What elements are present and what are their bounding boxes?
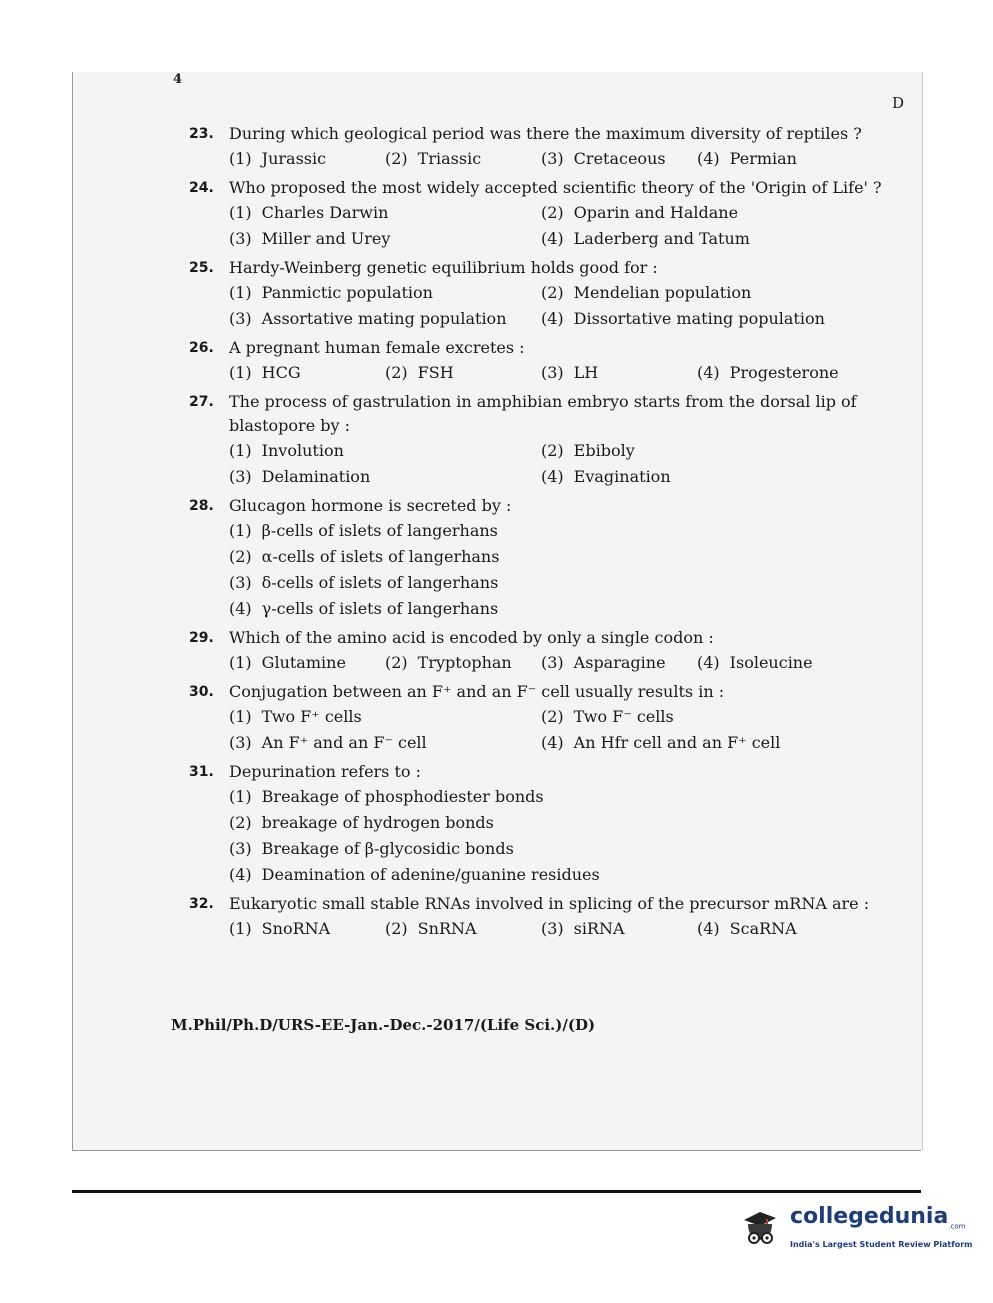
exam-page: [72, 72, 923, 1150]
question-text: Eukaryotic small stable RNAs involved in splicing of the precursor mRNA are :: [229, 894, 870, 913]
option: (3) Miller and Urey: [229, 229, 391, 248]
option: (4) Progesterone: [697, 363, 839, 382]
option: (1) Panmictic population: [229, 283, 433, 302]
option: (2) α-cells of islets of langerhans: [229, 547, 500, 566]
option: (2) breakage of hydrogen bonds: [229, 813, 494, 832]
question-text: Depurination refers to :: [229, 762, 422, 781]
option: (1) Involution: [229, 441, 344, 460]
page-bottom-line: [72, 1150, 921, 1151]
option: (1) Breakage of phosphodiester bonds: [229, 787, 544, 806]
question-text: The process of gastrulation in amphibian embryo starts from the dorsal lip of blastopore by :: [229, 392, 857, 435]
option: (3) Breakage of β-glycosidic bonds: [229, 839, 514, 858]
question-32: [189, 892, 889, 942]
paper-code-footer: M.Phil/Ph.D/URS-EE-Jan.-Dec.-2017/(Life Sci.)/(D): [171, 1016, 596, 1034]
option: (4) Evagination: [541, 467, 671, 486]
question-29: [189, 626, 889, 676]
option: (3) δ-cells of islets of langerhans: [229, 573, 499, 592]
option: (3) Asparagine: [541, 653, 666, 672]
question-text: Hardy-Weinberg genetic equilibrium holds good for :: [229, 258, 658, 277]
option: (2) FSH: [385, 363, 454, 382]
option: (4) Laderberg and Tatum: [541, 229, 750, 248]
option: (1) Glutamine: [229, 653, 346, 672]
question-list: [189, 122, 889, 946]
question-number: 26.: [189, 340, 214, 356]
question-text: Conjugation between an F⁺ and an F⁻ cell usually results in :: [229, 682, 725, 701]
option: (3) LH: [541, 363, 599, 382]
question-number: 28.: [189, 498, 214, 514]
option: (4) Isoleucine: [697, 653, 813, 672]
question-24: [189, 176, 889, 252]
option: (4) ScaRNA: [697, 919, 797, 938]
option: (3) siRNA: [541, 919, 625, 938]
option: (3) Cretaceous: [541, 149, 666, 168]
question-number: 29.: [189, 630, 214, 646]
option: (2) SnRNA: [385, 919, 477, 938]
option: (1) Charles Darwin: [229, 203, 389, 222]
option: (2) Oparin and Haldane: [541, 203, 739, 222]
question-25: [189, 256, 889, 332]
option: (2) Ebiboly: [541, 441, 635, 460]
option: (3) Assortative mating population: [229, 309, 507, 328]
question-number: 30.: [189, 684, 214, 700]
question-text: Glucagon hormone is secreted by :: [229, 496, 512, 515]
option: (1) β-cells of islets of langerhans: [229, 521, 498, 540]
option: (1) Two F⁺ cells: [229, 707, 362, 726]
option: (3) An F⁺ and an F⁻ cell: [229, 733, 427, 752]
question-31: [189, 760, 889, 888]
question-23: [189, 122, 889, 172]
divider: [72, 1190, 921, 1193]
option: (2) Two F⁻ cells: [541, 707, 674, 726]
question-number: 27.: [189, 394, 214, 410]
question-number: 23.: [189, 126, 214, 142]
set-code: D: [891, 94, 904, 112]
question-text: Who proposed the most widely accepted scientific theory of the 'Origin of Life' ?: [229, 178, 882, 197]
option: (1) SnoRNA: [229, 919, 331, 938]
question-27: [189, 390, 889, 490]
option: (2) Triassic: [385, 149, 482, 168]
brand-name: collegedunia$_{.com}$: [790, 1203, 966, 1231]
question-number: 25.: [189, 260, 214, 276]
question-26: [189, 336, 889, 386]
question-text: Which of the amino acid is encoded by only a single codon :: [229, 628, 714, 647]
question-28: [189, 494, 889, 622]
page-number: 4: [173, 72, 183, 87]
option: (4) Deamination of adenine/guanine residues: [229, 865, 600, 884]
option: (4) An Hfr cell and an F⁺ cell: [541, 733, 781, 752]
option: (3) Delamination: [229, 467, 371, 486]
question-text: During which geological period was there the maximum diversity of reptiles ?: [229, 124, 862, 143]
question-number: 31.: [189, 764, 214, 780]
option: (1) HCG: [229, 363, 301, 382]
option: (4) Dissortative mating population: [541, 309, 825, 328]
question-30: [189, 680, 889, 756]
brand-tagline: India's Largest Student Review Platform: [790, 1240, 973, 1250]
question-text: A pregnant human female excretes :: [229, 338, 525, 357]
option: (2) Mendelian population: [541, 283, 752, 302]
option: (2) Tryptophan: [385, 653, 512, 672]
option: (4) γ-cells of islets of langerhans: [229, 599, 499, 618]
question-number: 32.: [189, 896, 214, 912]
question-number: 24.: [189, 180, 214, 196]
option: (4) Permian: [697, 149, 797, 168]
collegedunia-logo[interactable]: [738, 1204, 972, 1250]
mascot-icon: [738, 1204, 784, 1250]
option: (1) Jurassic: [229, 149, 327, 168]
